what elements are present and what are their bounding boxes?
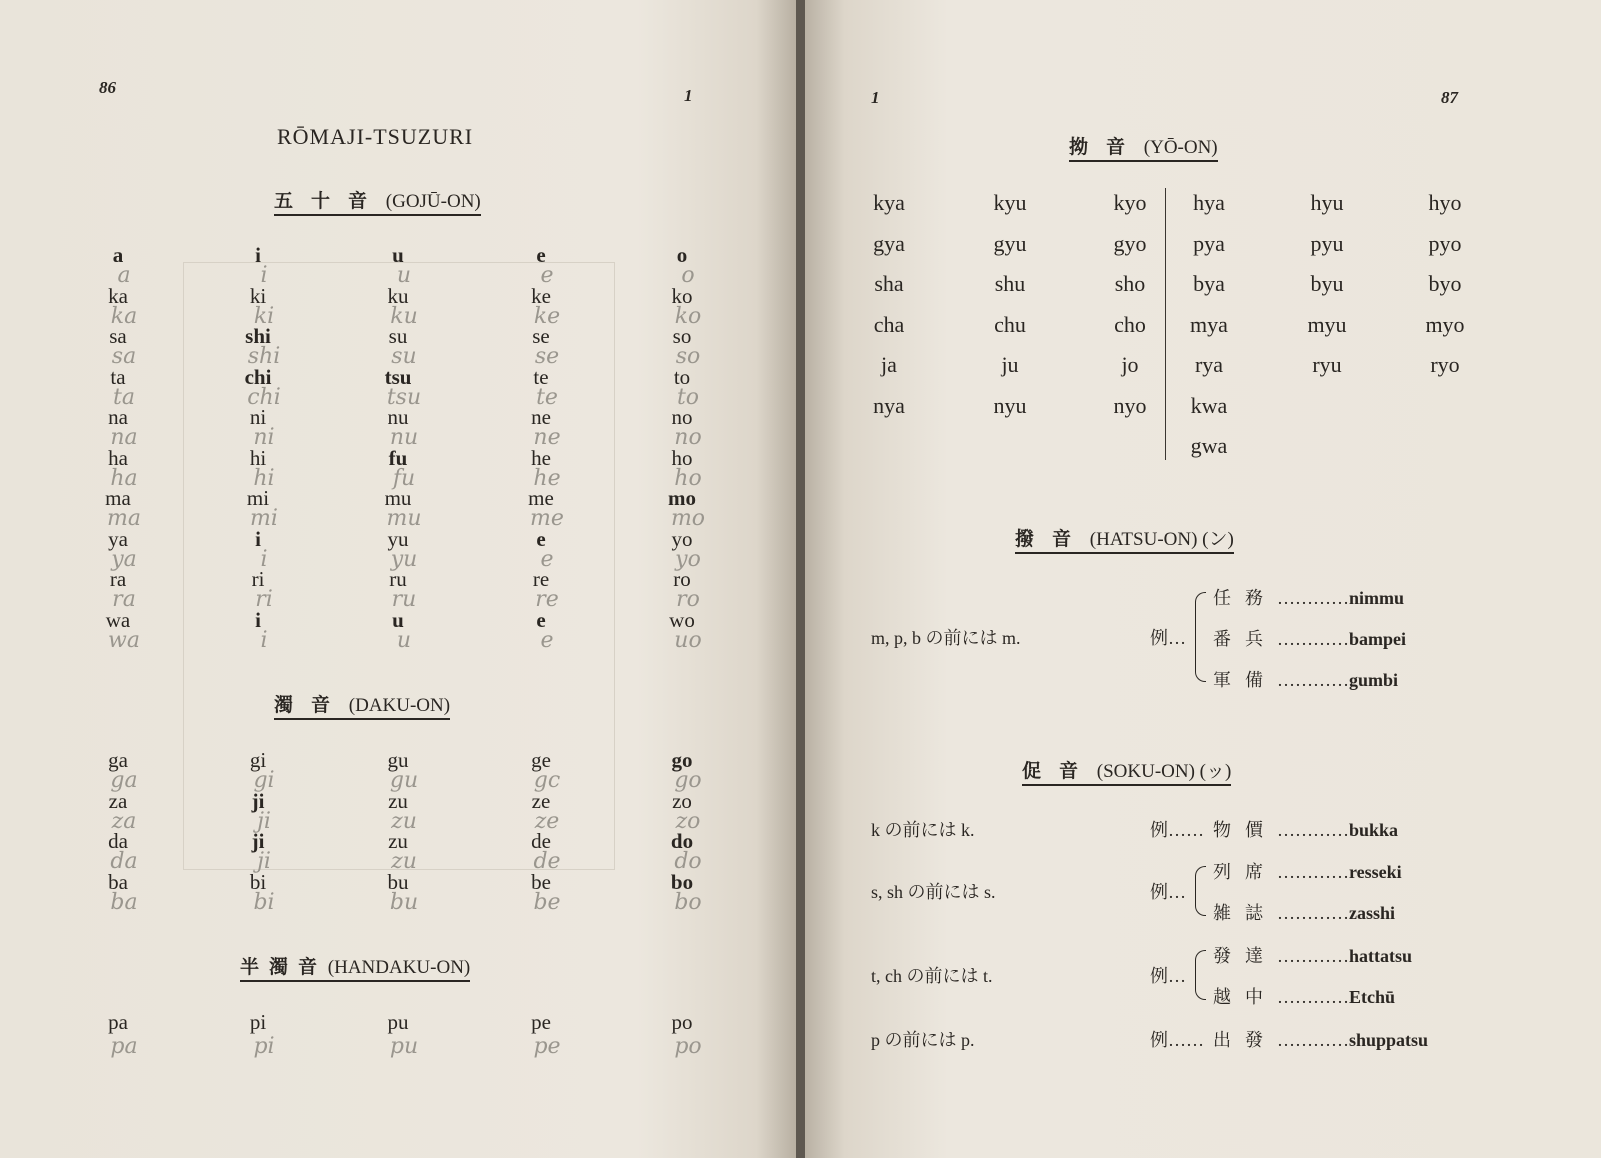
handwritten-syllable: pa — [110, 1034, 138, 1059]
syllable: po — [671, 1010, 693, 1034]
yoon-syllable: hyu — [1310, 190, 1344, 215]
sokuon-rule: k の前には k. — [871, 820, 975, 840]
example-kanji: 發達 — [1213, 946, 1277, 966]
handwritten-syllable: ji — [257, 849, 271, 874]
example-romaji: resseki — [1349, 862, 1402, 882]
yoon-syllable: myu — [1307, 311, 1347, 337]
example-leader-dots: ………… — [1277, 946, 1349, 966]
handwritten-syllable: yu — [390, 546, 418, 572]
syllable: nu — [387, 405, 409, 429]
example-romaji: Etchū — [1349, 987, 1396, 1007]
sokuon-heading-kana: (ッ) — [1199, 761, 1232, 782]
example-line — [1213, 858, 1402, 884]
handwritten-syllable: no — [674, 425, 702, 450]
syllable: i — [255, 243, 261, 267]
syllable: te — [533, 364, 549, 389]
handwritten-syllable: do — [674, 849, 702, 874]
syllable: ka — [108, 283, 128, 308]
syllable: ji — [251, 788, 265, 813]
handwritten-syllable: ze — [534, 808, 560, 834]
syllable: he — [531, 445, 551, 470]
yoon-syllable: byu — [1310, 271, 1344, 296]
example-kanji: 軍備 — [1213, 670, 1277, 690]
example-line — [1213, 942, 1412, 968]
yoon-syllable: chu — [994, 311, 1026, 337]
page-number-left: 86 — [99, 78, 116, 97]
syllable: chi — [244, 364, 272, 389]
handwritten-syllable: nu — [389, 425, 419, 450]
yoon-syllable: byo — [1428, 271, 1462, 296]
yoon-syllable: ryo — [1430, 352, 1460, 377]
yoon-syllable: cho — [1114, 311, 1146, 337]
example-line — [1213, 584, 1404, 610]
handwritten-syllable: gu — [389, 768, 419, 793]
syllable: ta — [110, 364, 126, 389]
hatsuon-heading-kanji: 撥音 — [1015, 529, 1090, 550]
syllable: de — [531, 829, 551, 853]
syllable: be — [531, 869, 551, 894]
handwritten-syllable: su — [391, 344, 417, 369]
handwritten-syllable: ha — [110, 465, 138, 491]
handwritten-syllable: a — [117, 263, 131, 288]
handwritten-syllable: o — [681, 263, 695, 288]
syllable: gi — [249, 748, 267, 772]
syllable: bi — [249, 869, 267, 894]
handwritten-syllable: pe — [533, 1034, 561, 1059]
example-line — [1213, 983, 1395, 1009]
syllable: e — [536, 607, 546, 632]
handwritten-syllable: hi — [253, 465, 275, 491]
yoon-syllable: myo — [1425, 311, 1465, 337]
handwritten-syllable: zu — [391, 808, 417, 834]
yoon-heading-roman: (YŌ-ON) — [1143, 137, 1218, 158]
yoon-syllable: cha — [873, 311, 905, 337]
syllable: pe — [531, 1010, 551, 1034]
handwritten-syllable: pi — [253, 1034, 275, 1059]
syllable: u — [392, 607, 404, 632]
handwritten-syllable: te — [536, 384, 558, 410]
example-line — [1213, 816, 1398, 842]
handwritten-syllable: sa — [111, 344, 137, 369]
yoon-syllable: kya — [873, 190, 905, 215]
syllable: ga — [108, 748, 128, 772]
yoon-syllable: kyu — [993, 190, 1027, 215]
handwritten-syllable: shi — [247, 344, 281, 369]
example-romaji: shuppatsu — [1349, 1030, 1429, 1050]
syllable: zo — [672, 788, 692, 813]
handwritten-syllable: ba — [110, 889, 138, 915]
sokuon-rule: p の前には p. — [871, 1030, 975, 1050]
syllable: e — [536, 526, 546, 551]
handwritten-syllable: wa — [108, 627, 140, 653]
syllable: u — [392, 243, 404, 267]
syllable: to — [673, 364, 691, 389]
syllable: yo — [671, 526, 693, 551]
syllable: gu — [387, 748, 409, 772]
yoon-syllable: gwa — [1190, 433, 1228, 458]
handwritten-syllable: de — [533, 849, 561, 874]
syllable: ko — [671, 283, 693, 308]
handwritten-syllable: ta — [113, 384, 135, 410]
handakuon-heading-roman: (HANDAKU-ON) — [327, 957, 471, 978]
syllable: ge — [531, 748, 551, 772]
syllable: su — [388, 324, 408, 348]
example-leader-dots: ………… — [1277, 1030, 1349, 1050]
syllable: shi — [245, 324, 271, 348]
syllable: i — [255, 607, 261, 632]
example-romaji: nimmu — [1349, 588, 1405, 608]
handwritten-syllable: mo — [670, 506, 706, 531]
handakuon-heading — [240, 952, 470, 982]
syllable: ma — [105, 486, 131, 510]
sokuon-brace — [1195, 950, 1206, 1000]
example-leader-dots: ………… — [1277, 987, 1349, 1007]
sokuon-brace — [1195, 866, 1206, 916]
handwritten-syllable: chi — [247, 384, 281, 410]
sokuon-rei: 例…… — [1150, 820, 1204, 840]
sokuon-heading-kanji: 促音 — [1022, 761, 1097, 782]
syllable: me — [528, 486, 554, 510]
handwritten-syllable: i — [260, 627, 268, 653]
syllable: hi — [249, 445, 267, 470]
example-leader-dots: ………… — [1277, 862, 1349, 882]
syllable: ha — [108, 445, 128, 470]
syllable: ke — [531, 283, 551, 308]
sokuon-rei: 例… — [1150, 966, 1186, 986]
dakuon-heading-roman: (DAKU-ON) — [348, 695, 451, 716]
example-kanji: 番兵 — [1213, 629, 1277, 649]
yoon-syllable: hyo — [1428, 190, 1462, 215]
yoon-syllable: bya — [1193, 271, 1225, 296]
hatsuon-heading-roman: (HATSU-ON) — [1089, 529, 1198, 550]
syllable: zu — [388, 788, 408, 813]
handwritten-syllable: ki — [253, 303, 275, 329]
syllable: re — [532, 567, 550, 591]
handwritten-syllable: e — [540, 546, 554, 572]
yoon-syllable: sho — [1114, 271, 1146, 296]
handwritten-syllable: ko — [674, 303, 702, 329]
hatsuon-heading — [1015, 524, 1234, 554]
example-kanji: 出發 — [1213, 1030, 1277, 1050]
hatsuon-rei: 例… — [1150, 628, 1186, 648]
example-romaji: gumbi — [1349, 670, 1399, 690]
example-kanji: 物價 — [1213, 820, 1277, 840]
handwritten-syllable: zo — [675, 808, 701, 834]
page-title: RŌMAJI-TSUZURI — [277, 124, 474, 149]
handwritten-syllable: ku — [390, 303, 418, 329]
handwritten-syllable: ra — [112, 587, 136, 612]
handwritten-syllable: i — [260, 546, 268, 572]
syllable: tsu — [384, 364, 412, 389]
yoon-syllable: ryu — [1312, 352, 1342, 377]
example-kanji: 越中 — [1213, 987, 1277, 1007]
handwritten-syllable: ho — [674, 465, 702, 491]
yoon-syllable: gya — [873, 230, 905, 256]
yoon-syllable: hya — [1193, 190, 1225, 215]
syllable: do — [670, 829, 694, 853]
handakuon-heading-kanji: 半濁音 — [240, 957, 328, 978]
syllable: da — [108, 829, 128, 853]
syllable: go — [671, 748, 693, 772]
handwritten-syllable: re — [535, 587, 559, 612]
yoon-syllable: nya — [873, 392, 905, 418]
handwritten-syllable: bi — [253, 889, 275, 915]
example-kanji: 任務 — [1213, 588, 1277, 608]
yoon-syllable: ja — [881, 352, 897, 377]
syllable: ya — [108, 526, 128, 551]
syllable: bo — [670, 869, 694, 894]
yoon-syllable: pya — [1193, 230, 1225, 256]
handwritten-syllable: go — [674, 768, 702, 793]
handwritten-syllable: be — [533, 889, 561, 915]
syllable: zu — [388, 829, 408, 853]
handwritten-syllable: zu — [391, 849, 417, 874]
example-kanji: 列席 — [1213, 862, 1277, 882]
syllable: ki — [249, 283, 267, 308]
hatsuon-rule: m, p, b の前には m. — [871, 628, 1021, 648]
example-line — [1213, 625, 1406, 651]
sokuon-rule: s, sh の前には s. — [871, 882, 996, 902]
syllable: no — [671, 405, 693, 429]
handwritten-syllable: so — [675, 344, 701, 369]
yoon-syllable: kyo — [1113, 190, 1147, 215]
example-romaji: bukka — [1349, 820, 1399, 840]
dakuon-heading — [274, 690, 450, 720]
handwritten-syllable: pu — [389, 1034, 419, 1059]
handwritten-syllable: po — [674, 1034, 702, 1059]
syllable: wo — [669, 607, 695, 632]
sokuon-rule: t, ch の前には t. — [871, 966, 993, 986]
yoon-syllable: pyo — [1428, 230, 1462, 256]
yoon-syllable: shu — [994, 271, 1026, 296]
example-leader-dots: ………… — [1277, 820, 1349, 840]
yoon-syllable: ju — [1001, 352, 1019, 377]
sokuon-rei: 例… — [1150, 882, 1186, 902]
handwritten-syllable: mu — [386, 506, 422, 531]
sokuon-heading-roman: (SOKU-ON) — [1096, 761, 1195, 782]
example-leader-dots: ………… — [1277, 903, 1349, 923]
handwritten-syllable: na — [110, 425, 138, 450]
example-kanji: 雑誌 — [1213, 903, 1277, 923]
running-number-left: 1 — [684, 86, 693, 105]
syllable: mo — [668, 486, 696, 510]
handwritten-syllable: yo — [675, 546, 701, 572]
hatsuon-brace — [1195, 592, 1206, 682]
page-number-right: 87 — [1441, 88, 1458, 107]
example-leader-dots: ………… — [1277, 588, 1349, 608]
yoon-syllable: nyo — [1113, 392, 1147, 418]
gojuon-heading-roman: (GOJŪ-ON) — [385, 191, 481, 212]
handwritten-syllable: da — [110, 849, 138, 874]
yoon-syllable: gyu — [993, 230, 1027, 256]
handwritten-syllable: to — [676, 384, 700, 410]
handwritten-syllable: uo — [674, 627, 702, 653]
syllable: ba — [108, 869, 128, 894]
example-leader-dots: ………… — [1277, 629, 1349, 649]
syllable: ru — [389, 567, 407, 591]
yoon-syllable: sha — [874, 271, 904, 296]
dakuon-heading-kanji: 濁音 — [274, 695, 349, 716]
syllable: ze — [531, 788, 551, 813]
syllable: a — [112, 243, 124, 267]
syllable: pu — [387, 1010, 409, 1034]
syllable: wa — [105, 607, 131, 632]
gojuon-heading — [274, 186, 481, 216]
handwritten-syllable: se — [534, 344, 560, 369]
handwritten-syllable: e — [540, 627, 554, 653]
handwritten-syllable: ji — [257, 808, 271, 834]
example-line — [1213, 1026, 1428, 1052]
handwritten-syllable: u — [396, 263, 412, 288]
syllable: ji — [251, 829, 265, 853]
syllable: pi — [249, 1010, 267, 1034]
syllable: fu — [388, 445, 408, 470]
syllable: sa — [109, 324, 127, 348]
syllable: na — [108, 405, 128, 429]
left-page — [0, 0, 796, 1158]
syllable: e — [536, 243, 546, 267]
yoon-syllable: nyu — [993, 392, 1027, 418]
syllable: ri — [251, 567, 265, 591]
syllable: ku — [387, 283, 409, 308]
syllable: za — [108, 788, 128, 813]
example-romaji: bampei — [1349, 629, 1407, 649]
handwritten-syllable: bu — [389, 889, 419, 915]
example-leader-dots: ………… — [1277, 670, 1349, 690]
handwritten-syllable: tsu — [386, 384, 422, 410]
handwritten-syllable: ni — [253, 425, 275, 450]
yoon-syllable: jo — [1121, 352, 1139, 377]
yoon-syllable: kwa — [1190, 392, 1228, 418]
handwritten-syllable: za — [111, 808, 137, 834]
yoon-heading — [1069, 132, 1218, 162]
handwritten-syllable: ma — [107, 506, 141, 531]
syllable: mu — [384, 486, 412, 510]
handwritten-syllable: mi — [250, 506, 278, 531]
syllable: pa — [108, 1010, 128, 1034]
running-number-right: 1 — [871, 88, 880, 107]
yoon-divider — [1165, 188, 1166, 460]
syllable: ni — [249, 405, 267, 429]
sokuon-heading — [1022, 756, 1231, 786]
handwritten-syllable: he — [533, 465, 561, 491]
yoon-syllable: gyo — [1113, 230, 1147, 256]
handwritten-syllable: gi — [253, 768, 275, 793]
syllable: ra — [109, 567, 127, 591]
gojuon-heading-kanji: 五十音 — [274, 191, 386, 212]
sokuon-rei: 例…… — [1150, 1030, 1204, 1050]
example-line — [1213, 899, 1395, 925]
syllable: se — [532, 324, 550, 348]
syllable: ne — [531, 405, 551, 429]
handwritten-syllable: ka — [110, 303, 138, 329]
example-romaji: hattatsu — [1349, 946, 1413, 966]
handwritten-syllable: ya — [111, 546, 137, 572]
right-page — [805, 0, 1601, 1158]
syllable: bu — [387, 869, 409, 894]
handwritten-syllable: gc — [533, 768, 561, 793]
book-gutter — [796, 0, 805, 1158]
syllable: i — [255, 526, 261, 551]
syllable: ho — [671, 445, 693, 470]
handwritten-syllable: ne — [533, 425, 561, 450]
handwritten-syllable: ro — [676, 587, 700, 612]
handwritten-syllable: ga — [110, 768, 138, 793]
handwritten-syllable: u — [396, 627, 412, 653]
yoon-syllable: pyu — [1310, 230, 1344, 256]
yoon-syllable: mya — [1190, 311, 1228, 337]
handwritten-syllable: e — [540, 263, 554, 288]
example-line — [1213, 666, 1398, 692]
syllable: ro — [673, 567, 691, 591]
yoon-heading-kanji: 拗音 — [1069, 137, 1144, 158]
handwritten-syllable: i — [260, 263, 268, 288]
handwritten-syllable: ke — [533, 303, 561, 329]
handwritten-syllable: fu — [392, 465, 416, 491]
hatsuon-heading-kana: (ン) — [1202, 529, 1234, 550]
syllable: so — [672, 324, 692, 348]
handwritten-syllable: ru — [391, 587, 417, 612]
syllable: mi — [246, 486, 270, 510]
handwritten-syllable: ri — [255, 587, 273, 612]
handwritten-syllable: me — [530, 506, 564, 531]
syllable: o — [676, 243, 688, 267]
handwritten-syllable: bo — [674, 889, 702, 915]
yoon-syllable: rya — [1194, 352, 1224, 377]
example-romaji: zasshi — [1349, 903, 1396, 923]
syllable: yu — [387, 526, 409, 551]
